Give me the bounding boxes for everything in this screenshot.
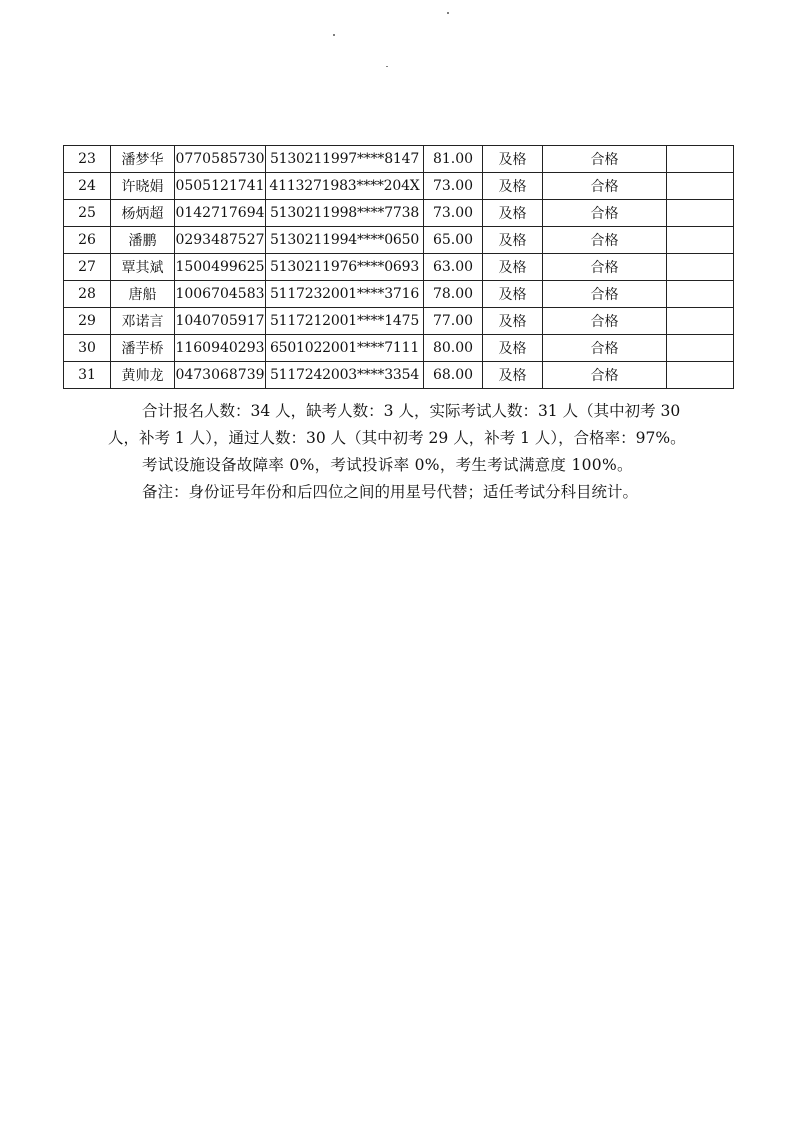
cell-qualified: 合格 bbox=[543, 146, 667, 173]
cell-remark bbox=[667, 200, 734, 227]
table-row bbox=[64, 362, 734, 389]
cell-qualified: 合格 bbox=[543, 335, 667, 362]
cell-ticket-number: 0473068739 bbox=[175, 362, 266, 389]
cell-name: 覃其斌 bbox=[111, 254, 175, 281]
cell-id-number: 4113271983****204X bbox=[266, 173, 424, 200]
cell-qualified: 合格 bbox=[543, 362, 667, 389]
cell-ticket-number: 1500499625 bbox=[175, 254, 266, 281]
cell-result: 及格 bbox=[483, 146, 543, 173]
cell-number: 29 bbox=[64, 308, 111, 335]
results-table bbox=[63, 145, 734, 389]
cell-name: 潘芋桥 bbox=[111, 335, 175, 362]
table-row bbox=[64, 308, 734, 335]
cell-score: 63.00 bbox=[424, 254, 483, 281]
cell-name: 许晓娟 bbox=[111, 173, 175, 200]
cell-score: 73.00 bbox=[424, 173, 483, 200]
cell-name: 黄帅龙 bbox=[111, 362, 175, 389]
table-row bbox=[64, 254, 734, 281]
scan-speck bbox=[333, 34, 335, 36]
table-row bbox=[64, 200, 734, 227]
cell-number: 28 bbox=[64, 281, 111, 308]
scan-speck bbox=[447, 12, 449, 14]
cell-qualified: 合格 bbox=[543, 200, 667, 227]
summary-notes bbox=[108, 398, 688, 506]
cell-id-number: 5130211976****0693 bbox=[266, 254, 424, 281]
cell-name: 潘梦华 bbox=[111, 146, 175, 173]
cell-ticket-number: 1160940293 bbox=[175, 335, 266, 362]
cell-score: 65.00 bbox=[424, 227, 483, 254]
summary-paragraph: 合计报名人数：34 人，缺考人数：3 人，实际考试人数：31 人（其中初考 30 人，补考 1 人），通过人数：30 人（其中初考 29 人，补考 1 人），合格率：97%。 bbox=[108, 402, 686, 447]
cell-number: 25 bbox=[64, 200, 111, 227]
cell-score: 80.00 bbox=[424, 335, 483, 362]
table-row bbox=[64, 146, 734, 173]
cell-number: 24 bbox=[64, 173, 111, 200]
cell-result: 及格 bbox=[483, 362, 543, 389]
cell-id-number: 5117232001****3716 bbox=[266, 281, 424, 308]
cell-score: 73.00 bbox=[424, 200, 483, 227]
cell-ticket-number: 0770585730 bbox=[175, 146, 266, 173]
cell-ticket-number: 0142717694 bbox=[175, 200, 266, 227]
cell-number: 30 bbox=[64, 335, 111, 362]
cell-qualified: 合格 bbox=[543, 254, 667, 281]
cell-remark bbox=[667, 254, 734, 281]
cell-number: 31 bbox=[64, 362, 111, 389]
cell-id-number: 5130211994****0650 bbox=[266, 227, 424, 254]
results-table-body bbox=[64, 146, 734, 389]
cell-result: 及格 bbox=[483, 173, 543, 200]
cell-score: 78.00 bbox=[424, 281, 483, 308]
cell-id-number: 5117212001****1475 bbox=[266, 308, 424, 335]
cell-qualified: 合格 bbox=[543, 281, 667, 308]
cell-result: 及格 bbox=[483, 308, 543, 335]
table-row bbox=[64, 281, 734, 308]
rates-paragraph: 考试设施设备故障率 0%，考试投诉率 0%，考生考试满意度 100%。 bbox=[142, 456, 633, 474]
cell-ticket-number: 0293487527 bbox=[175, 227, 266, 254]
cell-id-number: 5130211997****8147 bbox=[266, 146, 424, 173]
cell-remark bbox=[667, 335, 734, 362]
cell-score: 77.00 bbox=[424, 308, 483, 335]
cell-result: 及格 bbox=[483, 254, 543, 281]
cell-remark bbox=[667, 173, 734, 200]
cell-id-number: 5130211998****7738 bbox=[266, 200, 424, 227]
cell-result: 及格 bbox=[483, 227, 543, 254]
cell-qualified: 合格 bbox=[543, 308, 667, 335]
cell-score: 81.00 bbox=[424, 146, 483, 173]
cell-qualified: 合格 bbox=[543, 173, 667, 200]
cell-id-number: 5117242003****3354 bbox=[266, 362, 424, 389]
cell-name: 潘鹏 bbox=[111, 227, 175, 254]
cell-name: 杨炳超 bbox=[111, 200, 175, 227]
cell-result: 及格 bbox=[483, 281, 543, 308]
cell-result: 及格 bbox=[483, 200, 543, 227]
cell-remark bbox=[667, 281, 734, 308]
cell-name: 邓诺言 bbox=[111, 308, 175, 335]
cell-name: 唐船 bbox=[111, 281, 175, 308]
cell-qualified: 合格 bbox=[543, 227, 667, 254]
cell-number: 27 bbox=[64, 254, 111, 281]
remark-paragraph: 备注：身份证号年份和后四位之间的用星号代替；适任考试分科目统计。 bbox=[142, 483, 639, 501]
table-row bbox=[64, 335, 734, 362]
cell-score: 68.00 bbox=[424, 362, 483, 389]
cell-number: 23 bbox=[64, 146, 111, 173]
cell-ticket-number: 1040705917 bbox=[175, 308, 266, 335]
cell-remark bbox=[667, 146, 734, 173]
scan-speck bbox=[386, 66, 388, 67]
cell-remark bbox=[667, 308, 734, 335]
cell-number: 26 bbox=[64, 227, 111, 254]
table-row bbox=[64, 173, 734, 200]
cell-ticket-number: 1006704583 bbox=[175, 281, 266, 308]
cell-ticket-number: 0505121741 bbox=[175, 173, 266, 200]
table-row bbox=[64, 227, 734, 254]
cell-id-number: 6501022001****7111 bbox=[266, 335, 424, 362]
cell-result: 及格 bbox=[483, 335, 543, 362]
cell-remark bbox=[667, 227, 734, 254]
cell-remark bbox=[667, 362, 734, 389]
